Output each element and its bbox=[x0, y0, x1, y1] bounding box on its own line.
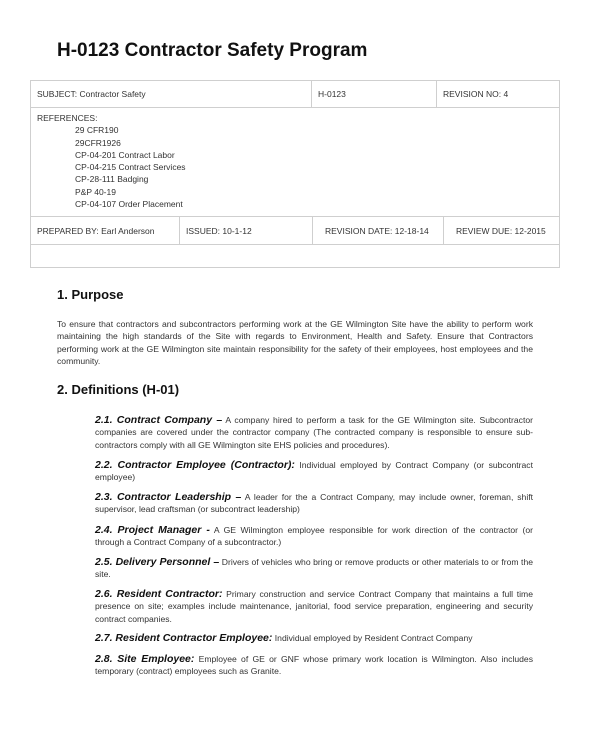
header-spacer-row bbox=[30, 244, 560, 268]
definition-item bbox=[95, 491, 533, 516]
references-label: REFERENCES: bbox=[37, 113, 98, 123]
prepared-by-cell: PREPARED BY: Earl Anderson bbox=[31, 217, 180, 244]
reference-item: CP-28-111 Badging bbox=[75, 174, 149, 185]
review-due-cell: REVIEW DUE: 12-2015 bbox=[456, 225, 546, 236]
definition-text: Individual employed by Resident Contract Company bbox=[272, 633, 473, 643]
definition-term: 2.6. Resident Contractor: bbox=[95, 588, 223, 600]
definition-term: 2.5. Delivery Personnel – bbox=[95, 556, 220, 568]
definition-text: Drivers of vehicles who bring or remove products or other materials to or from the site. bbox=[95, 557, 534, 580]
revision-date-cell: REVISION DATE: 12-18-14 bbox=[313, 217, 444, 244]
definitions-heading: 2. Definitions (H-01) bbox=[57, 382, 180, 397]
header-row-references bbox=[31, 108, 560, 217]
document-header-table bbox=[30, 80, 560, 245]
definition-text: Employee of GE or GNF whose primary work location is Wilmington. Also includes temporary (contract) employees such as Granite. bbox=[95, 654, 533, 677]
definition-term: 2.1. Contract Company – bbox=[95, 414, 223, 426]
code-cell: H-0123 bbox=[312, 81, 437, 108]
definition-item bbox=[95, 556, 533, 581]
definition-text: Individual employed by Contract Company (or subcontract employee) bbox=[95, 460, 533, 483]
reference-item: P&P 40-19 bbox=[75, 186, 116, 197]
definition-text: A company hired to perform a task for the GE Wilmington site. Subcontractor companies are covered under the contractor company (The contracted company is responsible to ensure sub-contractors comply with all GE Wilmington site EHS policies and procedures). bbox=[95, 415, 533, 450]
references-list bbox=[37, 124, 553, 210]
definition-term: 2.3. Contractor Leadership – bbox=[95, 491, 242, 503]
purpose-heading: 1. Purpose bbox=[57, 287, 124, 302]
definition-text: Primary construction and service Contract Company that maintains a full time presence on site; examples include maintenance, janitorial, food service preparation, engineering and security contract companies. bbox=[95, 589, 533, 624]
references-cell bbox=[31, 108, 560, 217]
definition-text: A GE Wilmington employee responsible for work direction of the contractor (or through a Contract Company of a subcontractor.) bbox=[95, 525, 533, 548]
definition-item bbox=[95, 459, 533, 484]
definition-item bbox=[95, 588, 533, 625]
document-title: H-0123 Contractor Safety Program bbox=[57, 40, 368, 61]
definition-term: 2.7. Resident Contractor Employee: bbox=[95, 632, 273, 644]
definition-term: 2.8. Site Employee: bbox=[95, 653, 195, 665]
definition-term: 2.4. Project Manager - bbox=[95, 524, 210, 536]
definition-item bbox=[95, 632, 533, 644]
definition-text: A leader for the a Contract Company, may include owner, foreman, shift supervisor, lead craftsman (or subcontract leadership) bbox=[95, 492, 533, 515]
reference-item: 29 CFR190 bbox=[75, 125, 119, 136]
header-row-subject bbox=[31, 81, 560, 108]
subject-cell: SUBJECT: Contractor Safety bbox=[31, 81, 312, 108]
reference-item: CP-04-201 Contract Labor bbox=[75, 149, 175, 160]
issued-cell: ISSUED: 10-1-12 bbox=[180, 217, 313, 244]
reference-item: CP-04-215 Contract Services bbox=[75, 162, 186, 173]
definition-term: 2.2. Contractor Employee (Contractor): bbox=[95, 459, 295, 471]
definition-item bbox=[95, 414, 533, 451]
purpose-text: To ensure that contractors and subcontractors performing work at the GE Wilmington Site have the ability to perform work maintaining the high standards of the Site with regards to Environment, Health and Safety. Ensure that Contractors performing work at the GE Wilmington site maintain responsibility for the safety of their employees, host employees and the community. bbox=[57, 319, 533, 366]
definition-item bbox=[95, 524, 533, 549]
revision-cell: REVISION NO: 4 bbox=[437, 81, 560, 108]
header-row-dates bbox=[31, 217, 560, 245]
reference-item: CP-04-107 Order Placement bbox=[75, 199, 183, 210]
definition-item bbox=[95, 653, 533, 678]
reference-item: 29CFR1926 bbox=[75, 137, 121, 148]
